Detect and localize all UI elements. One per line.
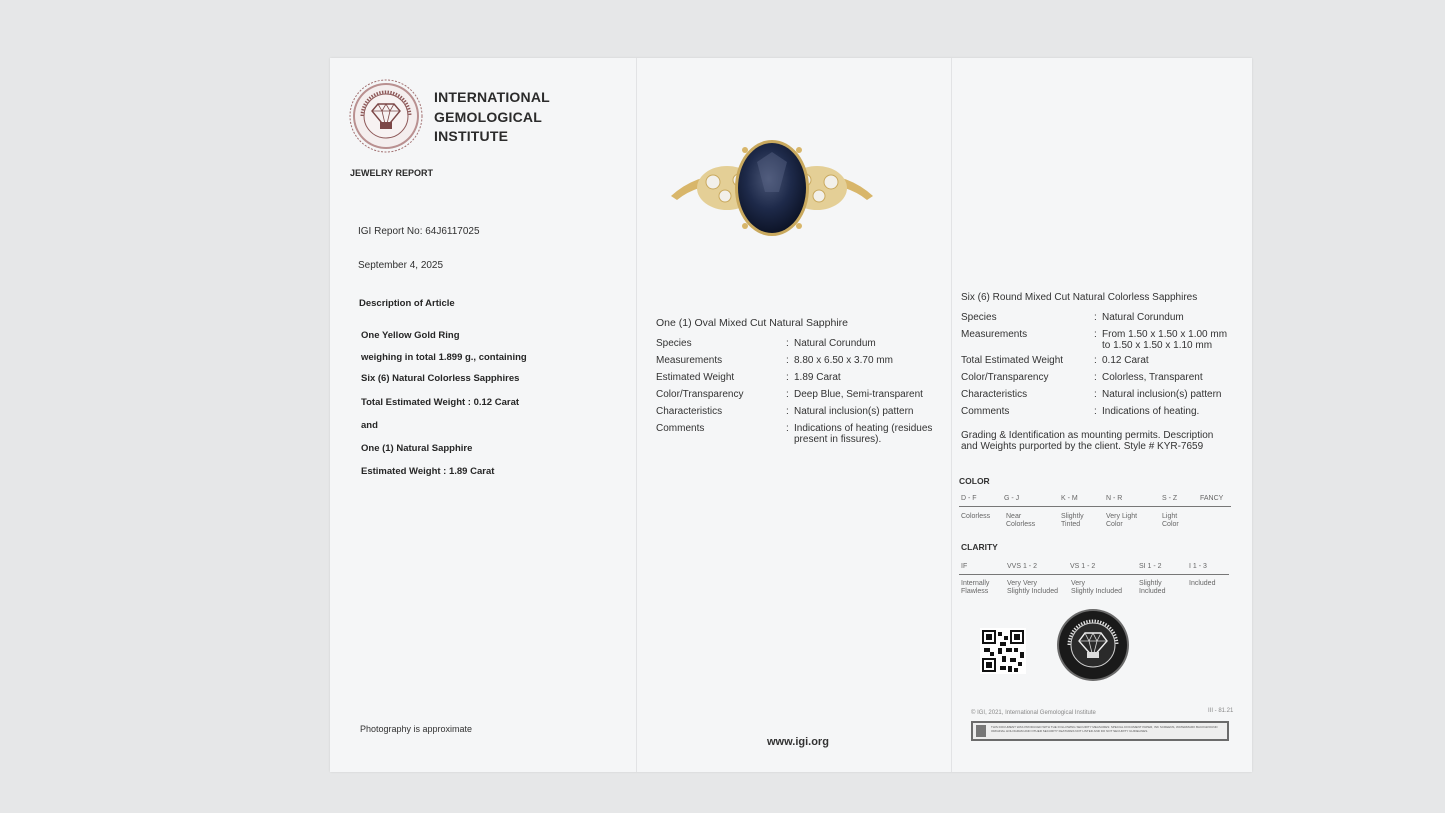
spec-label: Characteristics [656,406,723,417]
spec-row [961,352,1251,369]
report-type: JEWELRY REPORT [350,168,434,178]
spec-row [656,335,946,352]
side-stones-panel [950,58,1252,772]
color-desc: Near Colorless [1006,513,1036,528]
spec-colon: : [786,372,789,383]
igi-seal-logo [348,78,424,154]
org-name-line2: GEMOLOGICAL [434,108,542,125]
spec-value-line1: From 1.50 x 1.50 x 1.00 mm [1102,329,1228,340]
clarity-desc: Internally Flawless [961,580,990,595]
org-name-line1: INTERNATIONAL [434,89,550,105]
spec-label: Species [656,338,692,349]
spec-label: Total Estimated Weight [961,355,1064,366]
spec-value: 1.89 Carat [794,372,841,383]
spec-row [656,420,946,444]
security-banner [971,721,1229,741]
org-name [434,88,550,147]
spec-row [656,403,946,420]
spec-row [961,386,1251,403]
spec-colon: : [786,389,789,400]
side-stones-table [961,309,1251,420]
spec-row [961,369,1251,386]
org-name-line3: INSTITUTE [434,128,509,144]
spec-label: Comments [656,423,705,434]
spec-value: Natural Corundum [1102,312,1184,323]
spec-label: Characteristics [961,389,1028,400]
spec-value: Natural inclusion(s) pattern [794,406,914,417]
color-grade: G - J [1004,495,1020,502]
clarity-grade: SI 1 - 2 [1139,563,1162,570]
spec-label: Estimated Weight [656,372,735,383]
spec-value [1102,329,1227,351]
spec-colon: : [1094,329,1097,340]
color-desc: Very Light Color [1106,513,1138,528]
color-scale-line [959,506,1231,507]
form-code: III - 81.21 [1208,708,1234,714]
clarity-desc: Very Slightly Included [1071,580,1122,595]
spec-value: Natural inclusion(s) pattern [1102,389,1222,400]
clarity-scale-line [959,574,1229,575]
description-line: One Yellow Gold Ring [361,330,460,341]
spec-colon: : [1094,312,1097,323]
lock-icon [976,725,986,737]
ring-photo [667,122,877,242]
spec-value-line2: present in fissures). [794,434,882,445]
spec-label: Color/Transparency [961,372,1049,383]
spec-row [961,309,1251,326]
grading-note [961,430,1213,452]
spec-colon: : [1094,372,1097,383]
spec-label: Species [961,312,997,323]
description-line: Six (6) Natural Colorless Sapphires [361,373,520,384]
spec-colon: : [1094,355,1097,366]
jewelry-report-document [330,58,1252,772]
color-grade: D - F [961,495,977,502]
center-stone-table [656,335,946,444]
clarity-desc: Included [1189,580,1216,587]
color-grade: S - Z [1162,495,1178,502]
description-line: Total Estimated Weight : 0.12 Carat [361,397,520,408]
spec-value [794,423,932,445]
spec-colon: : [1094,406,1097,417]
center-stone-heading: One (1) Oval Mixed Cut Natural Sapphire [656,317,848,329]
spec-row [961,326,1251,352]
spec-row [656,352,946,369]
spec-colon: : [786,423,789,434]
color-desc: Slightly Tinted [1061,513,1084,528]
report-number: IGI Report No: 64J6117025 [358,226,480,237]
grading-note-line1: Grading & Identification as mounting permits. Description [961,430,1214,441]
color-desc: Light Color [1162,513,1179,528]
color-grade: N - R [1106,495,1123,502]
spec-value-line2: to 1.50 x 1.50 x 1.10 mm [1102,340,1213,351]
description-line: weighing in total 1.899 g., containing [361,352,527,363]
spec-value: Natural Corundum [794,338,876,349]
clarity-grade: VS 1 - 2 [1070,563,1096,570]
color-desc: Colorless [961,513,991,520]
spec-colon: : [786,406,789,417]
spec-value: 0.12 Carat [1102,355,1149,366]
spec-label: Comments [961,406,1010,417]
website-link[interactable]: www.igi.org [767,736,829,748]
color-grade: FANCY [1200,495,1224,502]
clarity-scale-heading: CLARITY [961,542,998,552]
spec-value-line1: Indications of heating (residues [794,423,933,434]
spec-value: 8.80 x 6.50 x 3.70 mm [794,355,893,366]
security-text: THIS DOCUMENT WAS PRODUCED WITH THE FOLLOWING SECURITY MEASURES: SPECIAL DOCUMENT PAPER, INK SCREENS, WATERMARK BACKGROUND ORIGINAL HOLOGRAM AND OTHER SECURITY FEATURES NOT LISTED AND DO NOT SECURITY GUIDELINES. [991,725,1218,733]
spec-value: Colorless, Transparent [1102,372,1203,383]
spec-row [656,369,946,386]
spec-label: Color/Transparency [656,389,744,400]
clarity-desc: Very Very Slightly Included [1007,580,1058,595]
spec-row [656,386,946,403]
spec-label: Measurements [961,329,1028,340]
description-line: One (1) Natural Sapphire [361,443,473,454]
clarity-grade: I 1 - 3 [1189,563,1207,570]
copyright: © IGI, 2021, International Gemological Institute [971,710,1096,716]
spec-row [961,403,1251,420]
center-stone-panel [636,58,952,772]
spec-label: Measurements [656,355,723,366]
color-scale-heading: COLOR [959,476,990,486]
spec-value: Indications of heating. [1102,406,1200,417]
spec-colon: : [1094,389,1097,400]
spec-colon: : [786,355,789,366]
report-date: September 4, 2025 [358,260,444,271]
description-line: Estimated Weight : 1.89 Carat [361,466,495,477]
side-stones-heading: Six (6) Round Mixed Cut Natural Colorless Sapphires [961,292,1198,303]
color-grade: K - M [1061,495,1078,502]
report-left-panel [330,58,636,772]
description-heading: Description of Article [359,298,455,309]
spec-colon: : [786,338,789,349]
clarity-desc: Slightly Included [1139,580,1166,595]
qr-code[interactable] [980,628,1026,674]
description-line: and [361,420,378,431]
photo-note: Photography is approximate [360,724,473,734]
spec-value: Deep Blue, Semi-transparent [794,389,923,400]
clarity-grade: IF [961,563,968,570]
grading-note-line2: and Weights purported by the client. Style # KYR-7659 [961,441,1204,452]
clarity-grade: VVS 1 - 2 [1007,563,1037,570]
igi-hologram-seal [1056,608,1130,682]
